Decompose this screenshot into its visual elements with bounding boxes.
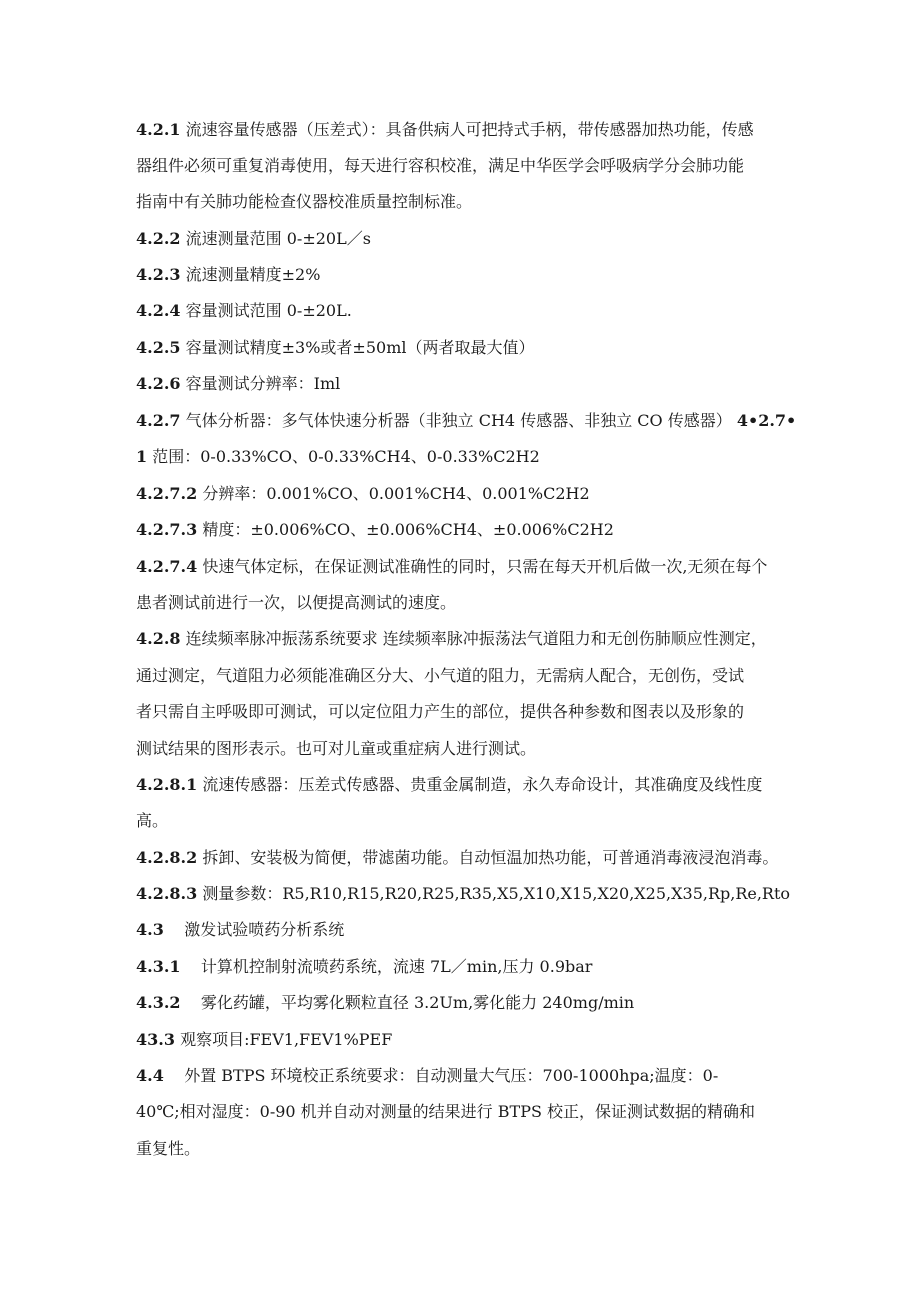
para-text: 重复性。 (136, 1139, 201, 1158)
para-4-2-8-line-2 (136, 658, 796, 694)
para-4-2-7 (136, 403, 796, 439)
section-number: 4.2.7.2 (136, 484, 198, 503)
para-text: 容量测试分辨率：Iml (185, 374, 341, 393)
para-text: 40℃;相对湿度：0-90 机并自动对测量的结果进行 BTPS 校正，保证测试数据的精确和 (136, 1102, 756, 1121)
section-number: 4.2.8.2 (136, 848, 198, 867)
section-number: 4.2.4 (136, 301, 181, 320)
para-4-4-line-3 (136, 1131, 796, 1167)
para-4-2-2 (136, 221, 796, 257)
section-number: 4.3.2 (136, 993, 181, 1012)
para-4-3-3 (136, 1022, 796, 1058)
para-4-3 (136, 912, 796, 948)
para-text: 气体分析器：多气体快速分析器（非独立 CH4 传感器、非独立 CO 传感器） (185, 411, 732, 430)
section-number: 4.3 (136, 920, 164, 939)
para-4-2-6 (136, 366, 796, 402)
para-text: 连续频率脉冲振荡系统要求 连续频率脉冲振荡法气道阻力和无创伤肺顺应性测定， (185, 629, 767, 648)
para-4-4-line-1 (136, 1058, 796, 1094)
section-number-tail: 4•2.7• (736, 411, 797, 430)
para-4-2-3 (136, 257, 796, 293)
para-text: 拆卸、安装极为简便，带滤菌功能。自动恒温加热功能，可普通消毒液浸泡消毒。 (202, 848, 779, 867)
section-number: 4.2.7.3 (136, 520, 198, 539)
section-number: 4.2.1 (136, 120, 181, 139)
para-4-2-8-line-3 (136, 694, 796, 730)
para-text: 范围：0-0.33%CO、0-0.33%CH4、0-0.33%C2H2 (152, 447, 540, 466)
section-number: 4.2.6 (136, 374, 181, 393)
para-text: 测试结果的图形表示。也可对儿童或重症病人进行测试。 (136, 739, 537, 758)
para-text: 者只需自主呼吸即可测试，可以定位阻力产生的部位，提供各种参数和图表以及形象的 (136, 702, 745, 721)
para-4-2-1-line-1 (136, 112, 796, 148)
para-4-2-8-line-4 (136, 731, 796, 767)
para-text: 容量测试精度±3%或者±50ml（两者取最大值） (185, 338, 535, 357)
section-number: 4.4 (136, 1066, 164, 1085)
para-4-2-5 (136, 330, 796, 366)
para-4-2-7-4-line-2 (136, 585, 796, 621)
para-text: 患者测试前进行一次，以便提高测试的速度。 (136, 593, 457, 612)
para-text: 容量测试范围 0-±20L. (185, 301, 352, 320)
section-number: 43.3 (136, 1030, 175, 1049)
para-text: 分辨率：0.001%CO、0.001%CH4、0.001%C2H2 (202, 484, 590, 503)
para-text: 快速气体定标，在保证测试准确性的同时，只需在每天开机后做一次,无须在每个 (202, 557, 768, 576)
section-number: 4.2.3 (136, 265, 181, 284)
para-4-2-7-2 (136, 476, 796, 512)
para-text: 观察项目:FEV1,FEV1%PEF (180, 1030, 393, 1049)
section-number: 4.2.7.4 (136, 557, 198, 576)
para-text: 高。 (136, 811, 169, 830)
para-text: 外置 BTPS 环境校正系统要求：自动测量大气压：700-1000hpa;温度：0- (184, 1066, 719, 1085)
para-4-2-7-1 (136, 439, 796, 475)
para-4-2-8-2 (136, 840, 796, 876)
para-4-2-7-3 (136, 512, 796, 548)
section-number: 4.2.7 (136, 411, 181, 430)
para-text: 流速测量精度±2% (185, 265, 321, 284)
section-number: 4.2.5 (136, 338, 181, 357)
para-4-2-1-line-3 (136, 184, 796, 220)
section-number: 1 (136, 447, 148, 466)
para-4-3-2 (136, 985, 796, 1021)
para-4-4-line-2 (136, 1094, 796, 1130)
section-number: 4.3.1 (136, 957, 181, 976)
para-text: 流速测量范围 0-±20L／s (185, 229, 371, 248)
para-text: 激发试验喷药分析系统 (184, 920, 345, 939)
para-text: 流速传感器：压差式传感器、贵重金属制造，永久寿命设计，其准确度及线性度 (202, 775, 763, 794)
para-text: 雾化药罐，平均雾化颗粒直径 3.2Um,雾化能力 240mg/min (200, 993, 635, 1012)
para-4-2-4 (136, 293, 796, 329)
para-4-2-1-line-2 (136, 148, 796, 184)
section-number: 4.2.8.3 (136, 884, 198, 903)
para-text: 通过测定，气道阻力必须能准确区分大、小气道的阻力，无需病人配合，无创伤，受试 (136, 666, 745, 685)
para-4-2-8-3 (136, 876, 796, 912)
para-text: 计算机控制射流喷药系统，流速 7L／min,压力 0.9bar (200, 957, 593, 976)
para-4-2-8-line-1 (136, 621, 796, 657)
para-text: 精度：±0.006%CO、±0.006%CH4、±0.006%C2H2 (202, 520, 614, 539)
section-number: 4.2.8.1 (136, 775, 198, 794)
para-4-2-8-1-line-2 (136, 803, 796, 839)
section-number: 4.2.8 (136, 629, 181, 648)
para-4-3-1 (136, 949, 796, 985)
para-text: 器组件必须可重复消毒使用，每天进行容积校准，满足中华医学会呼吸病学分会肺功能 (136, 156, 745, 175)
para-4-2-7-4-line-1 (136, 549, 796, 585)
para-4-2-8-1-line-1 (136, 767, 796, 803)
section-number: 4.2.2 (136, 229, 181, 248)
para-text: 流速容量传感器（压差式）：具备供病人可把持式手柄，带传感器加热功能，传感 (185, 120, 754, 139)
para-text: 测量参数：R5,R10,R15,R20,R25,R35,X5,X10,X15,X20,X25,X35,Rp,Re,Rto (202, 884, 791, 903)
para-text: 指南中有关肺功能检查仪器校准质量控制标准。 (136, 192, 473, 211)
